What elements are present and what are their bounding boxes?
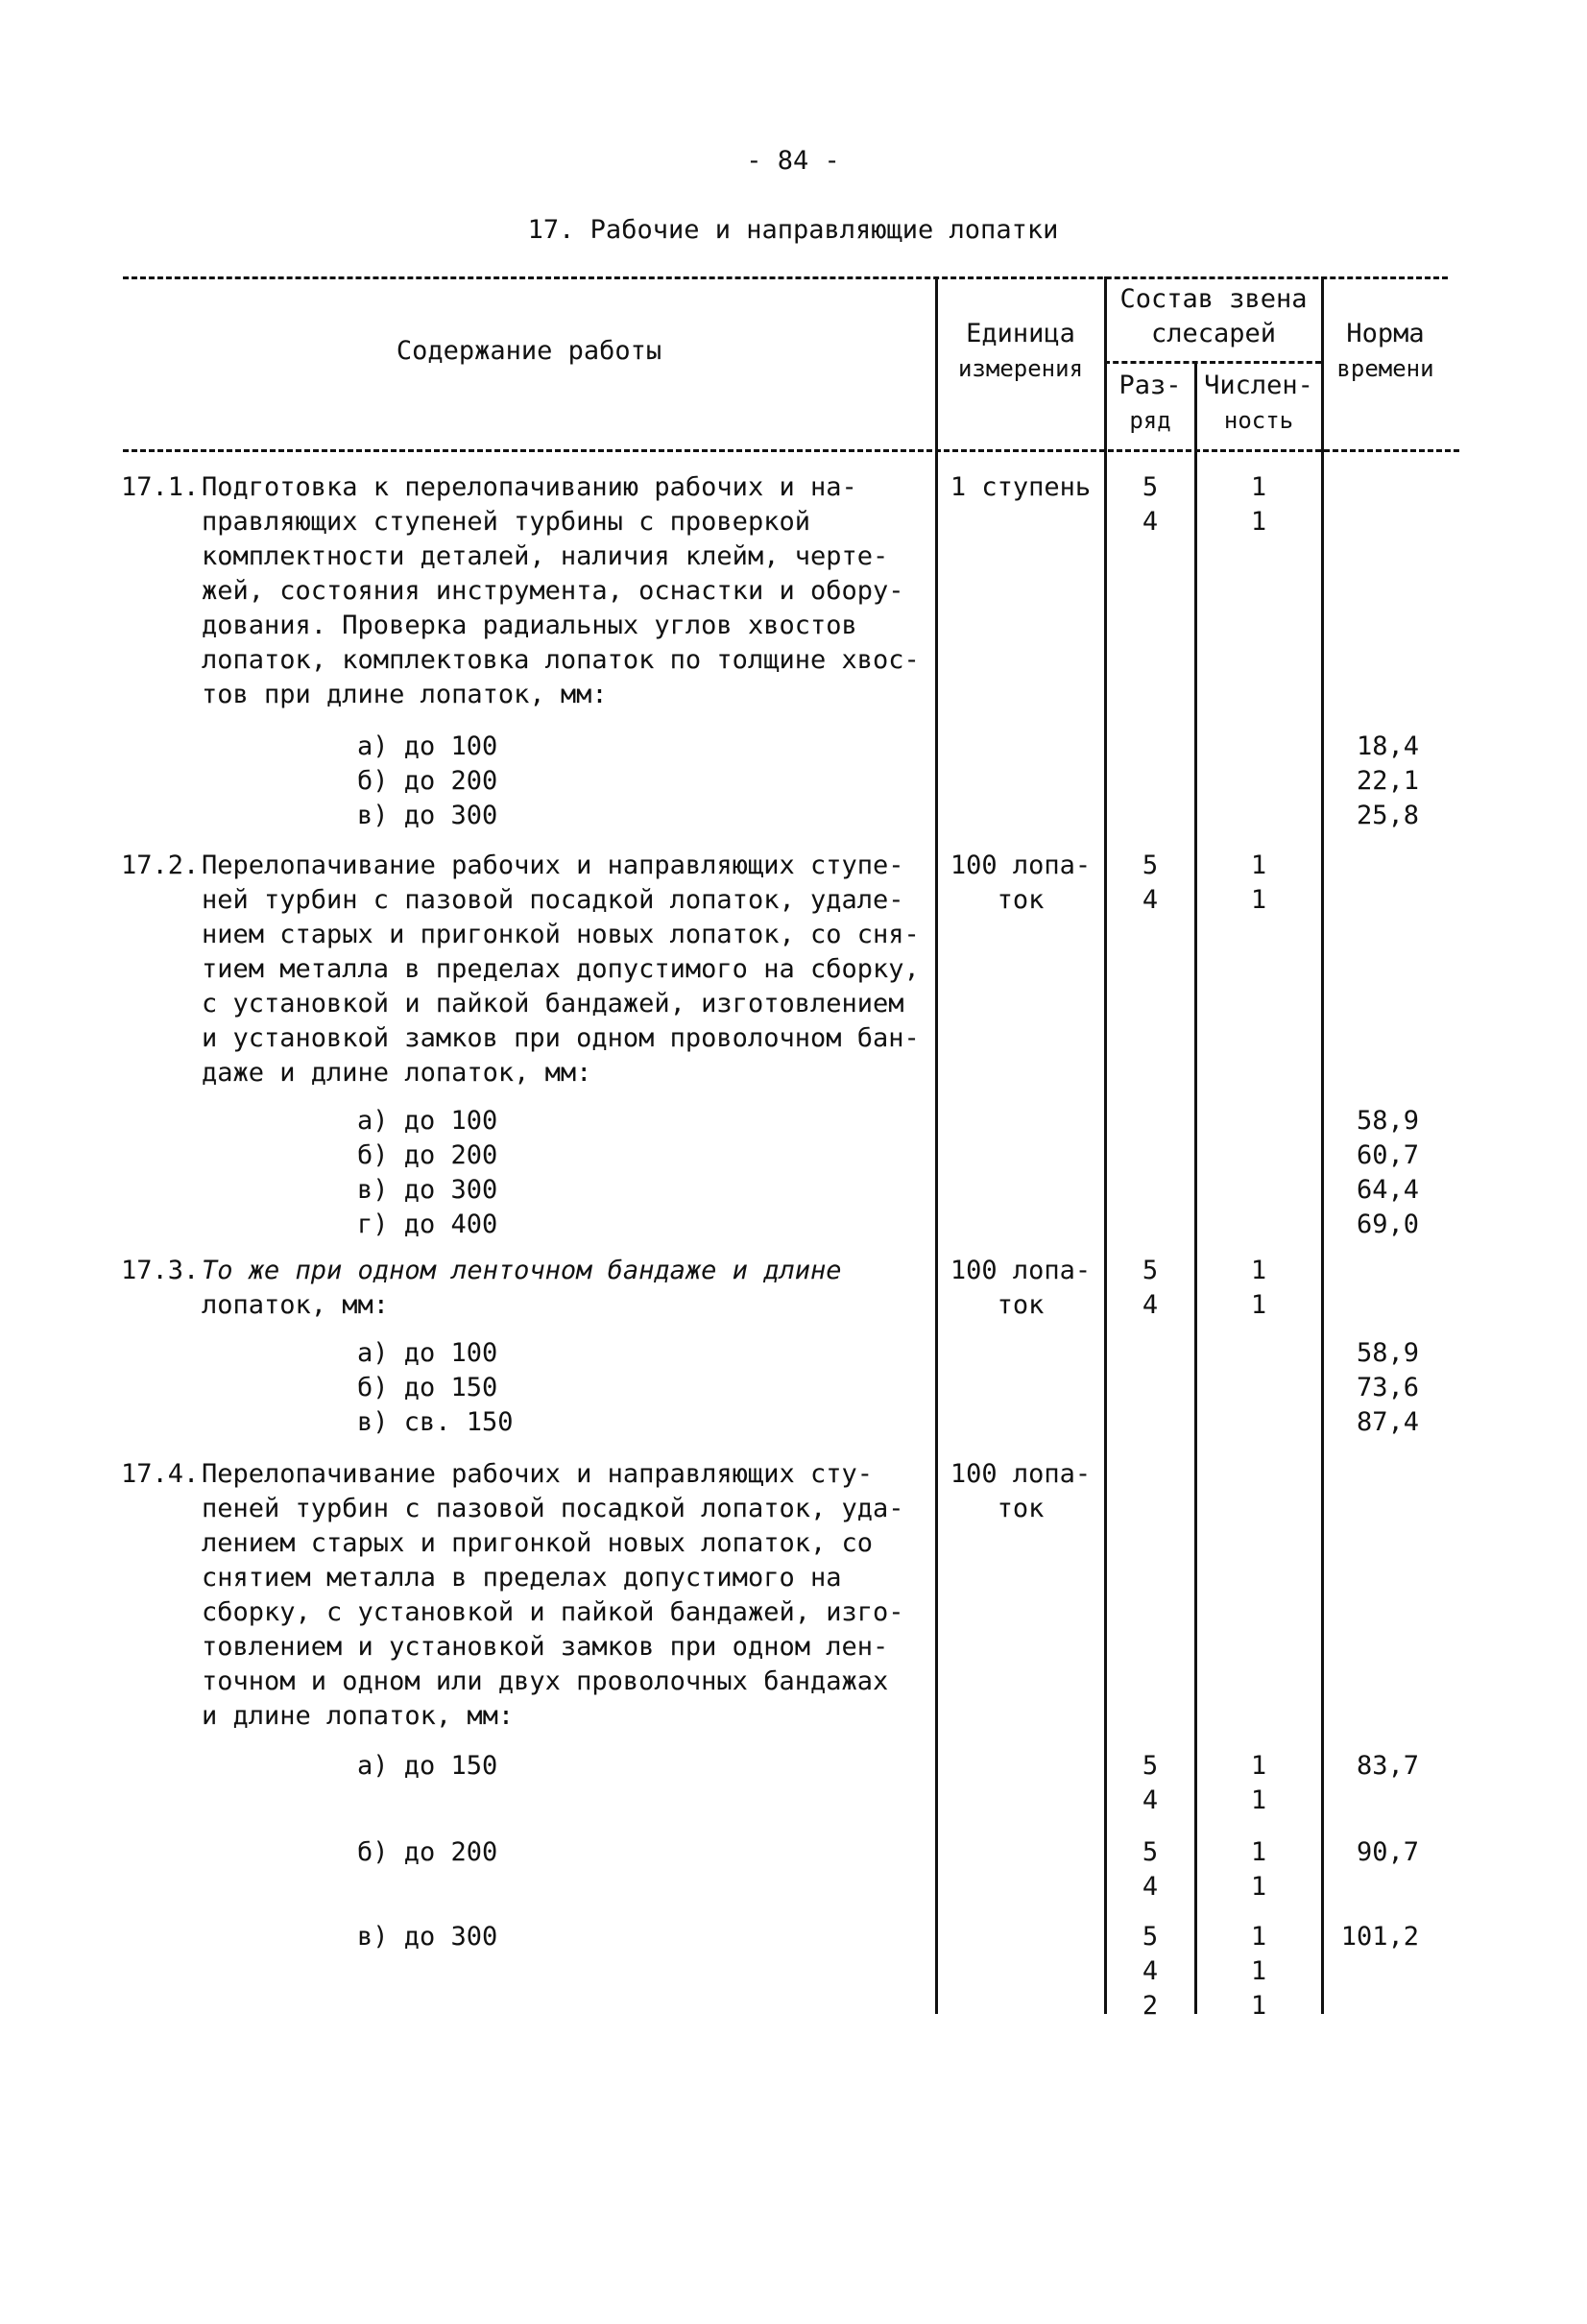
- item-number: 17.4.: [121, 1459, 200, 1489]
- item-text-line: даже и длине лопаток, мм:: [202, 1058, 592, 1088]
- item-text-line: ней турбин с пазовой посадкой лопаток, удале-: [202, 885, 904, 915]
- item-text-line: комплектности деталей, наличия клейм, черте-: [202, 541, 889, 571]
- unit-value: 1 ступень: [950, 472, 1092, 502]
- count-value: 1: [1250, 1956, 1267, 1986]
- count-value: 1: [1250, 885, 1267, 915]
- crew-subheader-rule: [1104, 361, 1321, 364]
- item-text-line: Перелопачивание рабочих и направляющих ступе-: [202, 851, 904, 880]
- grade-value: 5: [1142, 1751, 1159, 1781]
- header-unit-line-1: Единица: [966, 319, 1075, 348]
- item-text-line: тов при длине лопаток, мм:: [202, 680, 608, 709]
- sub-item-label: б) до 200: [357, 1140, 498, 1170]
- item-text-line: тием металла в пределах допустимого на сборку,: [202, 954, 920, 984]
- item-text-line: пеней турбин с пазовой посадкой лопаток, уда-: [202, 1494, 904, 1523]
- count-value: 1: [1250, 1991, 1267, 2021]
- count-value: 1: [1250, 1922, 1267, 1952]
- count-value: 1: [1250, 507, 1267, 537]
- item-text-line: и длине лопаток, мм:: [202, 1701, 515, 1731]
- norm-value: 73,6: [1356, 1373, 1419, 1402]
- item-text-line: снятием металла в пределах допустимого на: [202, 1563, 842, 1593]
- sub-item-label: в) до 300: [357, 801, 498, 830]
- item-text-line: и установкой замков при одном проволочном бан-: [202, 1023, 920, 1053]
- item-text-line: точном и одном или двух проволочных бандажах: [202, 1666, 889, 1696]
- grade-value: 5: [1142, 1922, 1159, 1952]
- unit-value: 100 лопа-: [950, 1256, 1092, 1285]
- norm-value: 83,7: [1356, 1751, 1419, 1781]
- item-text-line: товлением и установкой замков при одном лен-: [202, 1632, 889, 1662]
- header-content: Содержание работы: [396, 336, 662, 366]
- norm-value: 60,7: [1356, 1140, 1419, 1170]
- sub-item-label: г) до 400: [357, 1210, 498, 1239]
- count-value: 1: [1250, 1290, 1267, 1320]
- norm-value: 58,9: [1356, 1338, 1419, 1368]
- header-crew-line-2: слесарей: [1150, 319, 1277, 348]
- unit-value: ток: [997, 1290, 1045, 1320]
- norm-value: 25,8: [1356, 801, 1419, 830]
- grade-value: 4: [1142, 1872, 1159, 1902]
- norm-value: 22,1: [1356, 766, 1419, 796]
- sub-item-label: а) до 100: [357, 731, 498, 761]
- item-text-line: правляющих ступеней турбины с проверкой: [202, 507, 810, 537]
- grade-value: 4: [1142, 507, 1159, 537]
- header-unit-line-2: измерения: [957, 355, 1084, 382]
- grade-value: 4: [1142, 1290, 1159, 1320]
- sub-item-label: в) св. 150: [357, 1407, 514, 1437]
- item-text-line: Перелопачивание рабочих и направляющих сту-: [202, 1459, 873, 1489]
- norm-value: 69,0: [1356, 1210, 1419, 1239]
- item-text-line: лением старых и пригонкой новых лопаток, со: [202, 1528, 873, 1558]
- sub-item-label: в) до 300: [357, 1922, 498, 1952]
- norm-value: 87,4: [1356, 1407, 1419, 1437]
- grade-value: 5: [1142, 472, 1159, 502]
- header-count-line-2: ность: [1223, 407, 1294, 434]
- item-text-line: жей, состояния инструмента, оснастки и обору-: [202, 576, 904, 606]
- norm-value: 64,4: [1356, 1175, 1419, 1205]
- norm-value: 58,9: [1356, 1106, 1419, 1136]
- item-number: 17.1.: [121, 472, 200, 502]
- header-norm-line-1: Норма: [1346, 319, 1425, 348]
- header-grade-line-2: ряд: [1129, 407, 1171, 434]
- header-bottom-rule: [123, 449, 1459, 452]
- grade-value: 4: [1142, 1956, 1159, 1986]
- grade-value: 4: [1142, 1785, 1159, 1815]
- column-divider-content: [935, 276, 938, 2014]
- item-number: 17.3.: [121, 1256, 200, 1285]
- unit-value: 100 лопа-: [950, 1459, 1092, 1489]
- header-count-line-1: Числен-: [1204, 371, 1313, 400]
- norm-value: 101,2: [1340, 1922, 1419, 1952]
- unit-value: ток: [997, 885, 1045, 915]
- item-text-line: сборку, с установкой и пайкой бандажей, изго-: [202, 1597, 904, 1627]
- header-crew-line-1: Состав звена: [1119, 284, 1308, 314]
- item-text-line: с установкой и пайкой бандажей, изготовлением: [202, 989, 904, 1018]
- count-value: 1: [1250, 1785, 1267, 1815]
- item-text-line: Подготовка к перелопачиванию рабочих и на-: [202, 472, 857, 502]
- unit-value: 100 лопа-: [950, 851, 1092, 880]
- sub-item-label: а) до 100: [357, 1338, 498, 1368]
- item-text-line: То же при одном ленточном бандаже и длине: [202, 1256, 842, 1285]
- page-number: - 84 -: [746, 146, 840, 176]
- item-number: 17.2.: [121, 851, 200, 880]
- count-value: 1: [1250, 472, 1267, 502]
- count-value: 1: [1250, 1837, 1267, 1867]
- grade-value: 4: [1142, 885, 1159, 915]
- sub-item-label: в) до 300: [357, 1175, 498, 1205]
- header-grade-line-1: Раз-: [1118, 371, 1182, 400]
- page-title: 17. Рабочие и направляющие лопатки: [527, 215, 1059, 245]
- unit-value: ток: [997, 1494, 1045, 1523]
- grade-value: 5: [1142, 1256, 1159, 1285]
- item-text-line: лопаток, комплектовка лопаток по толщине хвос-: [202, 645, 920, 675]
- item-text-line: нием старых и пригонкой новых лопаток, со сня-: [202, 920, 920, 949]
- sub-item-label: а) до 150: [357, 1751, 498, 1781]
- sub-item-label: б) до 200: [357, 766, 498, 796]
- sub-item-label: б) до 150: [357, 1373, 498, 1402]
- count-value: 1: [1250, 1751, 1267, 1781]
- grade-value: 5: [1142, 851, 1159, 880]
- grade-value: 5: [1142, 1837, 1159, 1867]
- sub-item-label: б) до 200: [357, 1837, 498, 1867]
- sub-item-label: а) до 100: [357, 1106, 498, 1136]
- grade-value: 2: [1142, 1991, 1159, 2021]
- header-norm-line-2: времени: [1336, 355, 1434, 382]
- count-value: 1: [1250, 851, 1267, 880]
- count-value: 1: [1250, 1256, 1267, 1285]
- item-text-line: дования. Проверка радиальных углов хвостов: [202, 611, 857, 640]
- norm-value: 18,4: [1356, 731, 1419, 761]
- table-top-rule: [123, 276, 1448, 279]
- norm-value: 90,7: [1356, 1837, 1419, 1867]
- count-value: 1: [1250, 1872, 1267, 1902]
- item-text-line: лопаток, мм:: [202, 1290, 390, 1320]
